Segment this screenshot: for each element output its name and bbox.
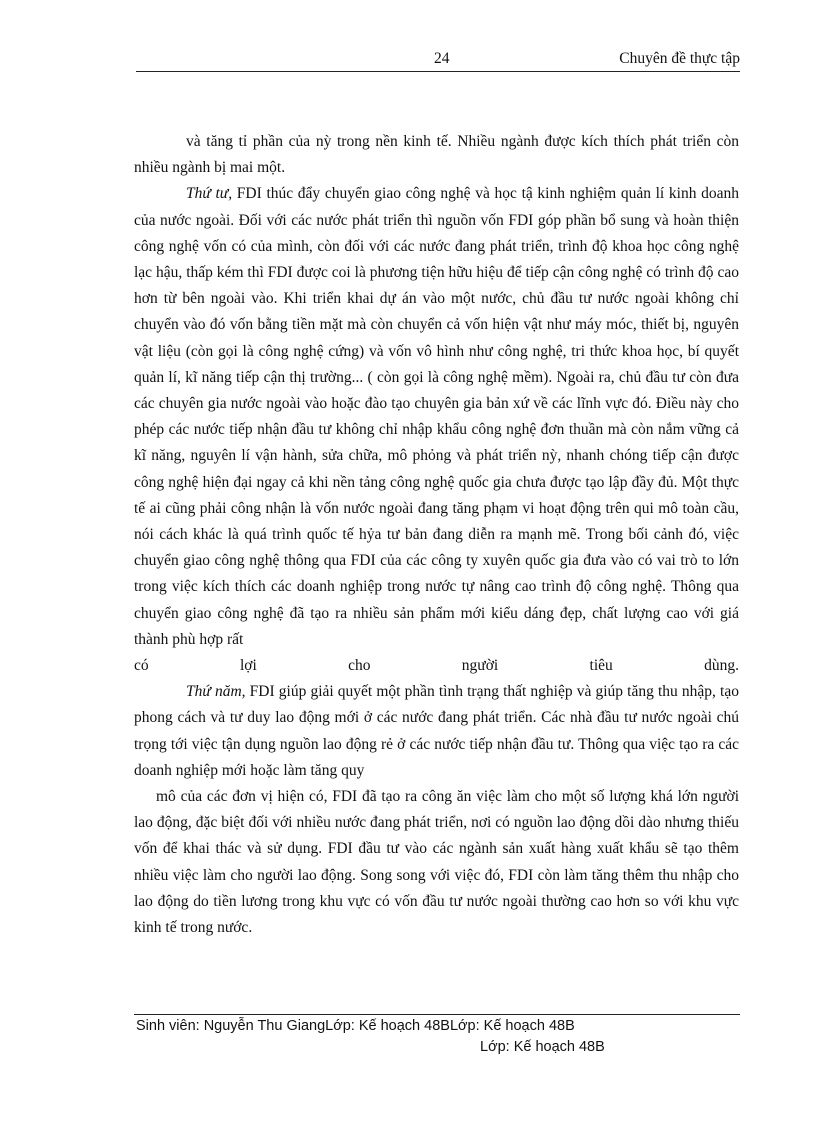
paragraph-3-lead: Thứ năm, bbox=[186, 683, 246, 701]
footer-rule bbox=[134, 1014, 740, 1015]
page-number: 24 bbox=[434, 50, 450, 67]
paragraph-2-last-line: có lợi cho người tiêu dùng. bbox=[134, 657, 739, 675]
paragraph-1: và tăng tỉ phần của nỳ trong nền kinh tế. Nhiều ngành được kích thích phát triển còn nhiều ngành bị mai một. bbox=[134, 133, 739, 177]
document-body bbox=[134, 129, 739, 941]
footer-student-line: Sinh viên: Nguyễn Thu GiangLớp: Kế hoạch 48BLớp: Kế hoạch 48B bbox=[136, 1018, 575, 1034]
page-header bbox=[136, 48, 740, 70]
paragraph-3 bbox=[134, 679, 739, 784]
paragraph-2-lead: Thứ tư, bbox=[186, 185, 233, 203]
page-footer bbox=[136, 1016, 740, 1058]
header-title: Chuyên đề thực tập bbox=[619, 50, 740, 67]
paragraph-2-text: FDI thúc đẩy chuyển giao công nghệ và học tậ kinh nghiệm quản lí kinh doanh của nước ngoài. Đối với các nước phát triển thì nguồn vốn FDI góp phần bổ sung và hoàn thiện công nghệ vốn có của mình, còn đối với các nước đang phát triển, trình độ khoa học công nghệ lạc hậu, thấp kém thì FDI được coi là phương tiện hữu hiệu để tiếp cận công nghệ có trình độ cao hơn từ bên ngoài vào. Khi triển khai dự án vào một nước, chủ đầu tư nước ngoài không chỉ chuyển vào đó vốn bằng tiền mặt mà còn chuyển cả vốn hiện vật như máy móc, thiết bị, nguyên vật liệu (còn gọi là công nghệ cứng) và vốn vô hình như công nghệ, tri thức khoa học, bí quyết quản lí, kĩ năng tiếp cận thị trường... ( còn gọi là công nghệ mềm). Ngoài ra, chủ đầu tư còn đưa các chuyên gia nước ngoài vào hoặc đào tạo chuyên gia bản xứ về các lĩnh vực đó. Điều này cho phép các nước tiếp nhận đầu tư không chỉ nhập khẩu công nghệ đơn thuần mà còn nắm vững cả kĩ năng, nguyên lí vận hành, sửa chữa, mô phỏng và phát triển nỳ, nhanh chóng tiếp cận được công nghệ hiện đại ngay cả khi nền tảng công nghệ quốc gia chưa được tạo lập đầy đủ. Một thực tế ai cũng phải công nhận là vốn nước ngoài đang tăng phạm vi hoạt động trên qui mô toàn cầu, nói cách khác là quá trình quốc tế hỷa tư bản đang diễn ra mạnh mẽ. Trong bối cảnh đó, việc chuyển giao công nghệ thông qua FDI của các công ty xuyên quốc gia đưa vào có vai trò to lớn trong việc kích thích các doanh nghiệp trong nước tự nâng cao trình độ công nghệ. Thông qua chuyển giao công nghệ đã tạo ra nhiều sản phẩm mới kiểu dáng đẹp, chất lượng cao với giá thành phù hợp rất bbox=[134, 185, 740, 648]
header-rule bbox=[136, 71, 740, 72]
paragraph-3-text: FDI giúp giải quyết một phần tình trạng thất nghiệp và giúp tăng thu nhập, tạo phong cách và tư duy lao động mới ở các nước đang phát triển. Các nhà đầu tư nước ngoài chú trọng tới việc tận dụng nguồn lao động rẻ ở các nước tiếp nhận đầu tư. Thông qua việc tạo ra các doanh nghiệp mới hoặc làm tăng quy bbox=[134, 683, 739, 779]
paragraph-4: mô của các đơn vị hiện có, FDI đã tạo ra công ăn việc làm cho một số lượng khá lớn người lao động, đặc biệt đối với nhiều nước đang phát triển, nơi có nguồn lao động dồi dào nhưng thiếu vốn để khai thác và sử dụng. FDI đầu tư vào các ngành sản xuất hàng xuất khẩu sẽ tạo thêm nhiều việc làm cho người lao động. Song song với việc đó, FDI còn làm tăng thêm thu nhập cho lao động do tiền lương trong khu vực có vốn đầu tư nước ngoài thường cao hơn so với khu vực kinh tế trong nước. bbox=[134, 788, 739, 937]
footer-class-line: Lớp: Kế hoạch 48B bbox=[480, 1039, 605, 1055]
paragraph-2 bbox=[134, 181, 739, 653]
